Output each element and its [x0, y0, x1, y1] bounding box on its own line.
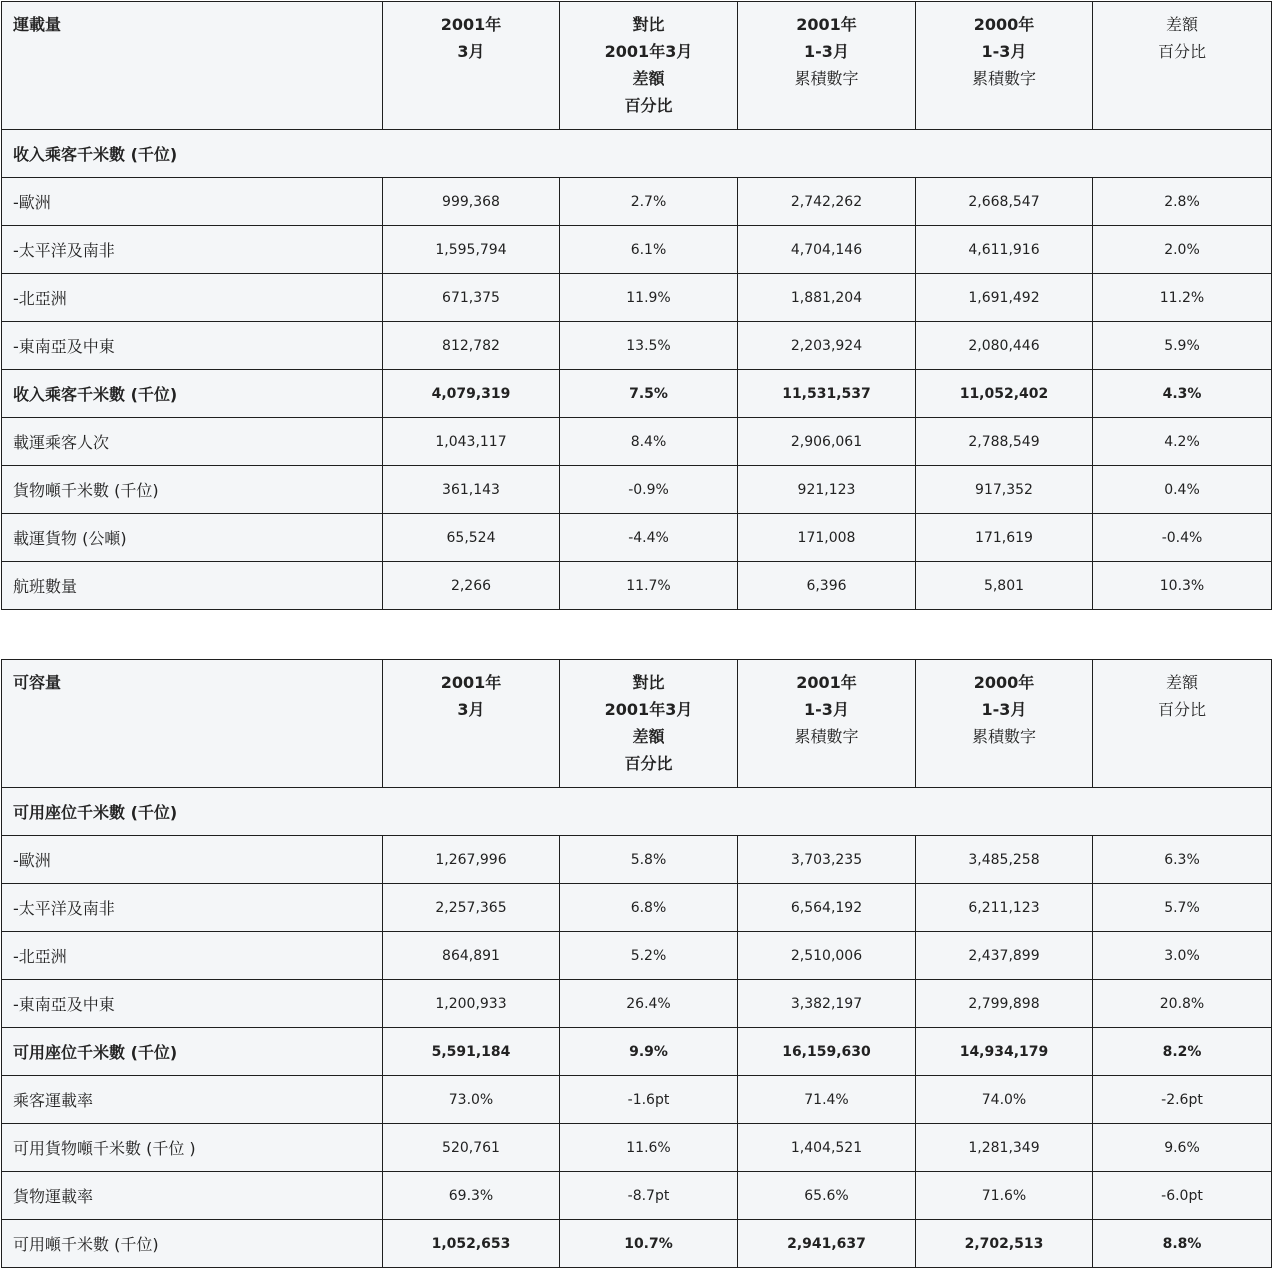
- row-value: 2,266: [383, 562, 560, 610]
- header-line: 2001年3月: [604, 700, 693, 719]
- header-col1: [383, 2, 560, 130]
- row-label: -東南亞及中東: [2, 322, 383, 370]
- header-col2: [560, 2, 738, 130]
- header-label: 運載量: [2, 2, 383, 130]
- row-value: 6.3%: [1093, 836, 1272, 884]
- row-value: -0.9%: [560, 466, 738, 514]
- header-col4: [916, 660, 1093, 788]
- header-line: 百分比: [1157, 700, 1206, 719]
- table-row: [2, 418, 1272, 466]
- table-row: [2, 980, 1272, 1028]
- table-row: [2, 1172, 1272, 1220]
- header-line: 1-3月: [804, 700, 849, 719]
- header-line: 1-3月: [804, 42, 849, 61]
- row-value: 1,691,492: [916, 274, 1093, 322]
- row-value: 11.7%: [560, 562, 738, 610]
- row-value: 73.0%: [383, 1076, 560, 1124]
- table-header-row: [2, 2, 1272, 130]
- row-value: 3,485,258: [916, 836, 1093, 884]
- row-value: 65.6%: [738, 1172, 916, 1220]
- row-value: 6.1%: [560, 226, 738, 274]
- row-value: 361,143: [383, 466, 560, 514]
- row-value: 74.0%: [916, 1076, 1093, 1124]
- header-line: 2000年: [973, 15, 1035, 34]
- header-line: 差額: [1165, 15, 1198, 34]
- row-value: 6.8%: [560, 884, 738, 932]
- header-line: 2000年: [973, 673, 1035, 692]
- row-value: -1.6pt: [560, 1076, 738, 1124]
- row-label: 載運乘客人次: [2, 418, 383, 466]
- row-label: -北亞洲: [2, 274, 383, 322]
- row-value: 2,668,547: [916, 178, 1093, 226]
- row-value: 6,211,123: [916, 884, 1093, 932]
- header-line: 累積數字: [971, 727, 1036, 746]
- header-col2: [560, 660, 738, 788]
- row-value: 2.8%: [1093, 178, 1272, 226]
- header-col3: [738, 2, 916, 130]
- section-title-row: [2, 788, 1272, 836]
- row-value: 8.8%: [1093, 1220, 1272, 1268]
- table-row: [2, 514, 1272, 562]
- row-value: 2,799,898: [916, 980, 1093, 1028]
- row-value: -8.7pt: [560, 1172, 738, 1220]
- row-value: 71.6%: [916, 1172, 1093, 1220]
- header-line: 對比: [632, 673, 665, 692]
- header-line: 3月: [457, 42, 485, 61]
- row-value: 2,941,637: [738, 1220, 916, 1268]
- table-row: [2, 1076, 1272, 1124]
- row-value: 1,267,996: [383, 836, 560, 884]
- table-row: [2, 274, 1272, 322]
- row-value: 9.9%: [560, 1028, 738, 1076]
- row-value: 4,079,319: [383, 370, 560, 418]
- row-value: 13.5%: [560, 322, 738, 370]
- row-label: 航班數量: [2, 562, 383, 610]
- row-value: 2,203,924: [738, 322, 916, 370]
- header-col3: [738, 660, 916, 788]
- row-label: -北亞洲: [2, 932, 383, 980]
- header-line: 差額: [632, 69, 665, 88]
- row-value: 4,611,916: [916, 226, 1093, 274]
- row-value: 864,891: [383, 932, 560, 980]
- row-value: 4,704,146: [738, 226, 916, 274]
- row-value: 26.4%: [560, 980, 738, 1028]
- table-row: [2, 322, 1272, 370]
- row-value: 1,595,794: [383, 226, 560, 274]
- row-value: 2,437,899: [916, 932, 1093, 980]
- header-line: 差額: [632, 727, 665, 746]
- row-value: -6.0pt: [1093, 1172, 1272, 1220]
- table-body: [2, 178, 1272, 610]
- table-row: [2, 884, 1272, 932]
- row-value: 5.9%: [1093, 322, 1272, 370]
- row-value: -0.4%: [1093, 514, 1272, 562]
- row-value: 2,257,365: [383, 884, 560, 932]
- row-label: -太平洋及南非: [2, 884, 383, 932]
- row-label: 貨物噸千米數 (千位): [2, 466, 383, 514]
- row-value: 1,043,117: [383, 418, 560, 466]
- row-label: 可用噸千米數 (千位): [2, 1220, 383, 1268]
- row-value: 6,564,192: [738, 884, 916, 932]
- row-value: 5,591,184: [383, 1028, 560, 1076]
- row-value: 69.3%: [383, 1172, 560, 1220]
- row-value: 2.7%: [560, 178, 738, 226]
- row-value: 171,619: [916, 514, 1093, 562]
- row-value: 65,524: [383, 514, 560, 562]
- row-value: 520,761: [383, 1124, 560, 1172]
- row-label: -太平洋及南非: [2, 226, 383, 274]
- row-label: 可用座位千米數 (千位): [2, 1028, 383, 1076]
- row-value: 671,375: [383, 274, 560, 322]
- row-value: 2,906,061: [738, 418, 916, 466]
- header-line: 百分比: [624, 96, 673, 115]
- row-value: 5.2%: [560, 932, 738, 980]
- table-row: [2, 370, 1272, 418]
- row-label: 收入乘客千米數 (千位): [2, 370, 383, 418]
- header-col5: [1093, 2, 1272, 130]
- row-value: -2.6pt: [1093, 1076, 1272, 1124]
- row-label: -歐洲: [2, 836, 383, 884]
- table-row: [2, 178, 1272, 226]
- header-line: 對比: [632, 15, 665, 34]
- header-col5: [1093, 660, 1272, 788]
- traffic-table: [1, 1, 1272, 610]
- table-header-row: [2, 660, 1272, 788]
- row-value: 11,052,402: [916, 370, 1093, 418]
- table-row: [2, 226, 1272, 274]
- row-value: 1,200,933: [383, 980, 560, 1028]
- section-title-row: [2, 130, 1272, 178]
- header-line: 差額: [1165, 673, 1198, 692]
- header-line: 1-3月: [981, 42, 1027, 61]
- row-value: 3.0%: [1093, 932, 1272, 980]
- row-value: 2,788,549: [916, 418, 1093, 466]
- header-line: 2001年3月: [604, 42, 693, 61]
- row-value: 4.3%: [1093, 370, 1272, 418]
- row-value: 1,881,204: [738, 274, 916, 322]
- row-value: 3,703,235: [738, 836, 916, 884]
- header-line: 1-3月: [981, 700, 1027, 719]
- row-value: 5,801: [916, 562, 1093, 610]
- row-value: 11.9%: [560, 274, 738, 322]
- header-line: 累積數字: [971, 69, 1036, 88]
- table-row: [2, 562, 1272, 610]
- section-title: 收入乘客千米數 (千位): [2, 130, 1272, 178]
- row-label: 乘客運載率: [2, 1076, 383, 1124]
- row-value: 999,368: [383, 178, 560, 226]
- header-line: 3月: [457, 700, 485, 719]
- row-label: 貨物運載率: [2, 1172, 383, 1220]
- row-label: 可用貨物噸千米數 (千位 ): [2, 1124, 383, 1172]
- row-value: 7.5%: [560, 370, 738, 418]
- row-label: 載運貨物 (公噸): [2, 514, 383, 562]
- row-value: 2.0%: [1093, 226, 1272, 274]
- table-row: [2, 1220, 1272, 1268]
- row-label: -歐洲: [2, 178, 383, 226]
- header-col1: [383, 660, 560, 788]
- row-value: 2,742,262: [738, 178, 916, 226]
- row-value: 10.3%: [1093, 562, 1272, 610]
- row-value: 1,281,349: [916, 1124, 1093, 1172]
- header-line: 2001年: [440, 673, 502, 692]
- row-value: 921,123: [738, 466, 916, 514]
- row-value: 71.4%: [738, 1076, 916, 1124]
- row-value: 11.2%: [1093, 274, 1272, 322]
- row-value: 11.6%: [560, 1124, 738, 1172]
- row-value: 5.7%: [1093, 884, 1272, 932]
- row-value: 2,510,006: [738, 932, 916, 980]
- row-value: 1,404,521: [738, 1124, 916, 1172]
- row-label: -東南亞及中東: [2, 980, 383, 1028]
- row-value: 14,934,179: [916, 1028, 1093, 1076]
- header-col4: [916, 2, 1093, 130]
- table-body: [2, 836, 1272, 1268]
- row-value: 16,159,630: [738, 1028, 916, 1076]
- section-title: 可用座位千米數 (千位): [2, 788, 1272, 836]
- row-value: 1,052,653: [383, 1220, 560, 1268]
- table-row: [2, 1028, 1272, 1076]
- row-value: 2,080,446: [916, 322, 1093, 370]
- header-label: 可容量: [2, 660, 383, 788]
- table-row: [2, 836, 1272, 884]
- row-value: -4.4%: [560, 514, 738, 562]
- row-value: 8.4%: [560, 418, 738, 466]
- header-line: 累積數字: [794, 727, 859, 746]
- row-value: 5.8%: [560, 836, 738, 884]
- row-value: 10.7%: [560, 1220, 738, 1268]
- row-value: 8.2%: [1093, 1028, 1272, 1076]
- header-line: 2001年: [796, 15, 857, 34]
- row-value: 6,396: [738, 562, 916, 610]
- row-value: 171,008: [738, 514, 916, 562]
- header-line: 百分比: [1157, 42, 1206, 61]
- header-line: 累積數字: [794, 69, 859, 88]
- header-line: 百分比: [624, 754, 673, 773]
- table-row: [2, 1124, 1272, 1172]
- row-value: 0.4%: [1093, 466, 1272, 514]
- row-value: 2,702,513: [916, 1220, 1093, 1268]
- table-row: [2, 932, 1272, 980]
- row-value: 812,782: [383, 322, 560, 370]
- row-value: 3,382,197: [738, 980, 916, 1028]
- row-value: 11,531,537: [738, 370, 916, 418]
- header-line: 2001年: [440, 15, 502, 34]
- table-row: [2, 466, 1272, 514]
- row-value: 917,352: [916, 466, 1093, 514]
- row-value: 4.2%: [1093, 418, 1272, 466]
- row-value: 9.6%: [1093, 1124, 1272, 1172]
- capacity-table: [1, 659, 1272, 1268]
- row-value: 20.8%: [1093, 980, 1272, 1028]
- header-line: 2001年: [796, 673, 857, 692]
